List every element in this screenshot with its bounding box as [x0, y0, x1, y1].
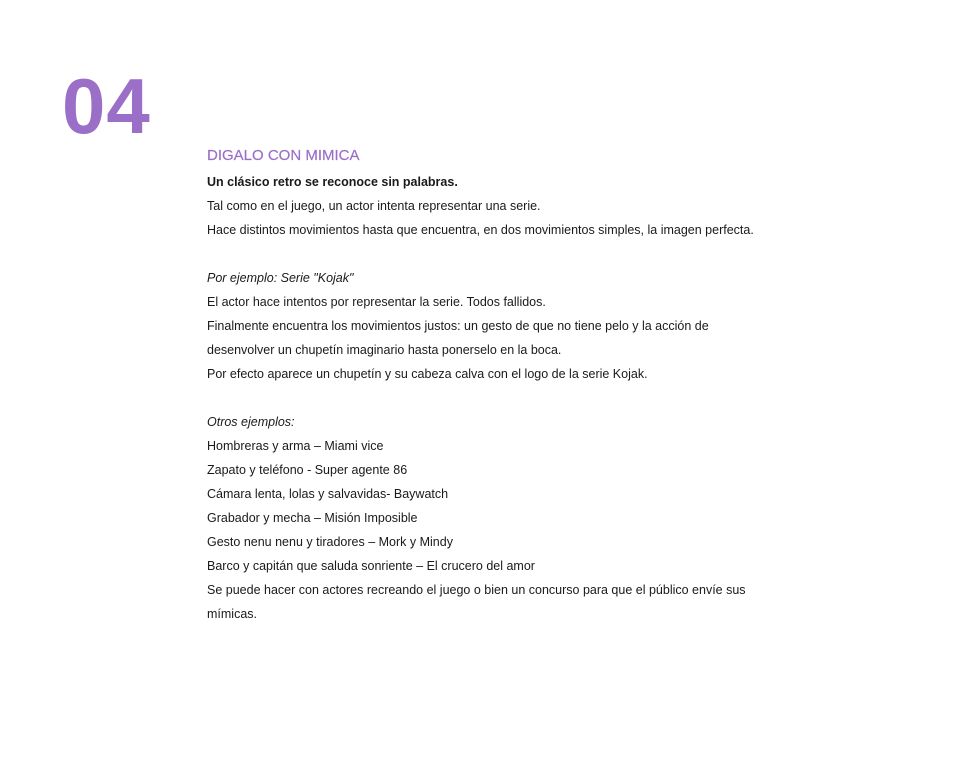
other-example-line: mímicas.	[207, 607, 257, 621]
example-line: Por efecto aparece un chupetín y su cabeza calva con el logo de la serie Kojak.	[207, 367, 648, 381]
section-title: DIGALO CON MIMICA	[207, 147, 360, 164]
other-example-line: Barco y capitán que saluda sonriente – El crucero del amor	[207, 559, 535, 573]
example-line: desenvolver un chupetín imaginario hasta ponerselo en la boca.	[207, 343, 562, 357]
example-heading: Por ejemplo: Serie "Kojak"	[207, 271, 354, 285]
other-example-line: Gesto nenu nenu y tiradores – Mork y Mindy	[207, 535, 453, 549]
lead-text: Un clásico retro se reconoce sin palabras.	[207, 175, 458, 189]
intro-line: Tal como en el juego, un actor intenta representar una serie.	[207, 199, 541, 213]
section-number: 04	[62, 62, 151, 150]
example-line: Finalmente encuentra los movimientos justos: un gesto de que no tiene pelo y la acción de	[207, 319, 709, 333]
others-heading: Otros ejemplos:	[207, 415, 295, 429]
other-example-line: Se puede hacer con actores recreando el juego o bien un concurso para que el público envíe sus	[207, 583, 746, 597]
other-example-line: Hombreras y arma – Miami vice	[207, 439, 384, 453]
other-example-line: Grabador y mecha – Misión Imposible	[207, 511, 418, 525]
other-example-line: Zapato y teléfono - Super agente 86	[207, 463, 408, 477]
example-line: El actor hace intentos por representar la serie. Todos fallidos.	[207, 295, 546, 309]
intro-line: Hace distintos movimientos hasta que encuentra, en dos movimientos simples, la imagen perfecta.	[207, 223, 754, 237]
section-content	[207, 146, 827, 626]
paragraph-spacer	[207, 242, 827, 266]
other-example-line: Cámara lenta, lolas y salvavidas- Baywatch	[207, 487, 449, 501]
paragraph-spacer	[207, 386, 827, 410]
